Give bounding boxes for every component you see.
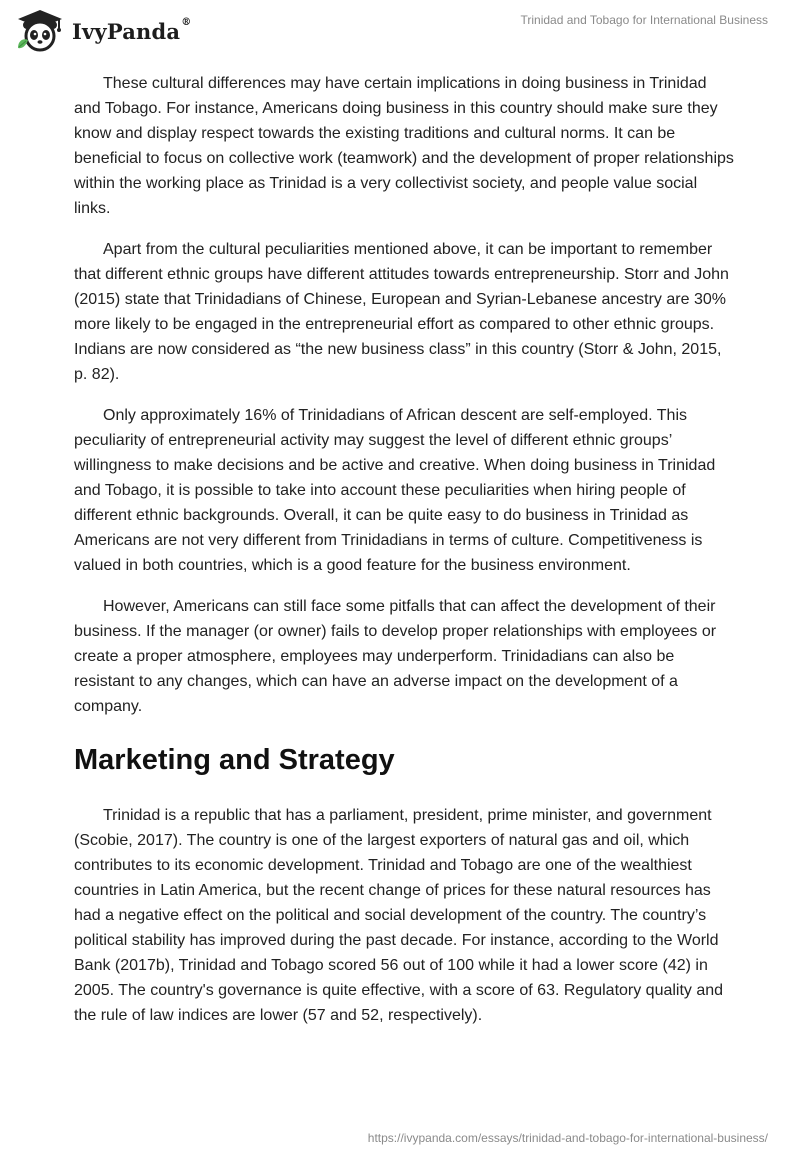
ivypanda-logo[interactable] (14, 8, 191, 54)
section-heading: Marketing and Strategy (74, 744, 395, 776)
page-header (0, 0, 800, 64)
paragraph: Apart from the cultural peculiarities mentioned above, it can be important to remember that different ethnic groups have different attitudes towards entrepreneurship. Storr and John (2015) state that Trinidadians of Chinese, European and Syrian-Lebanese ancestry are 30% more likely to be engaged in the entrepreneurial effort as compared to other ethnic groups. Indians are now considered as “the new business class” in this country (Storr & John, 2015, p. 82). (74, 241, 729, 383)
source-url[interactable]: https://ivypanda.com/essays/trinidad-and-tobago-for-international-business/ (367, 1131, 768, 1145)
brand-name (72, 16, 192, 44)
paragraph: Trinidad is a republic that has a parliament, president, prime minister, and government (Scobie, 2017). The country is one of the largest exporters of natural gas and oil, which contributes to its economic development. Trinidad and Tobago are one of the wealthiest countries in Latin America, but the recent change of prices for these natural resources has had a negative effect on the political and social development of the country. The country’s political stability has improved during the past decade. For instance, according to the World Bank (2017b), Trinidad and Tobago scored 56 out of 100 while it had a lower score (42) in 2005. The country's governance is quite effective, with a score of 63. Regulatory quality and the rule of law indices are lower (57 and 52, respectively). (74, 807, 724, 1024)
essay-content (74, 71, 734, 1044)
brand-name-text: IvyPanda (72, 18, 181, 44)
paragraph: However, Americans can still face some pitfalls that can affect the development of their business. If the manager (or owner) fails to develop proper relationships with employees or create a proper atmosphere, employees may underperform. Trinidadians can also be resistant to any changes, which can have an adverse impact on the development of a company. (74, 598, 717, 715)
document-title: Trinidad and Tobago for International Business (520, 13, 768, 27)
registered-mark: ® (181, 16, 192, 28)
paragraph: These cultural differences may have certain implications in doing business in Trinidad and Tobago. For instance, Americans doing business in this country should make sure they know and display respect towards the existing traditions and cultural norms. It can be beneficial to focus on collective work (teamwork) and the development of proper relationships within the working place as Trinidad is a very collectivist society, and people value social links. (74, 75, 734, 217)
paragraph: Only approximately 16% of Trinidadians of African descent are self-employed. This peculiarity of entrepreneurial activity may suggest the level of different ethnic groups’ willingness to make decisions and be active and creative. When doing business in Trinidad and Tobago, it is possible to take into account these peculiarities when hiring people of different ethnic backgrounds. Overall, it can be quite easy to do business in Trinidad as Americans are not very different from Trinidadians in terms of culture. Competitiveness is valued in both countries, which is a good feature for the business environment. (74, 407, 716, 574)
panda-graduate-icon (14, 8, 66, 54)
